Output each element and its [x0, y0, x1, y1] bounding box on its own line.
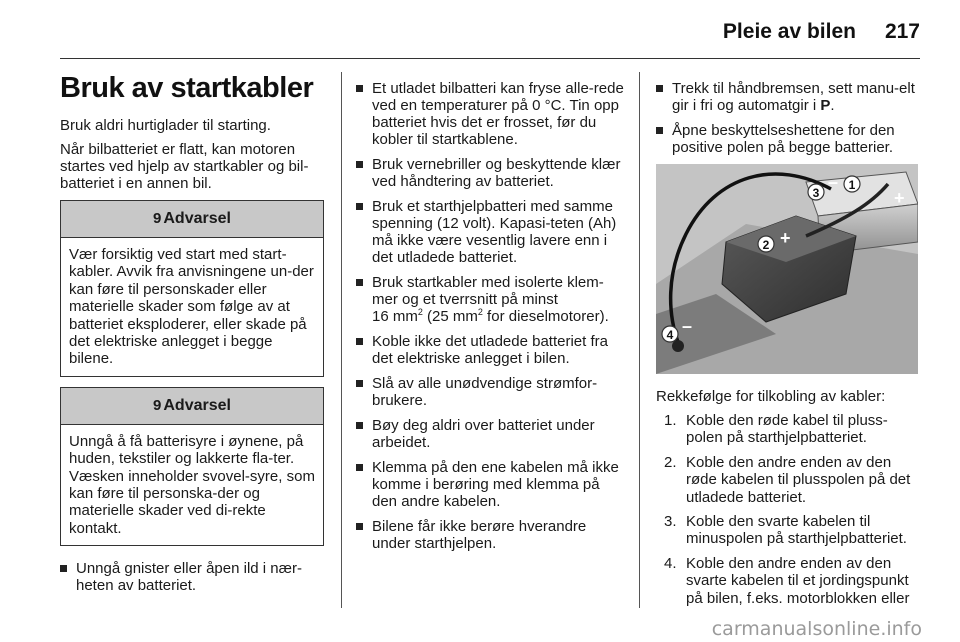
warning-text: Unngå å få batterisyre i øynene, på huden, tekstiler og lakkerte fla-ter. Væsken inneholder svovel-syre, som kan føre til personska-der og materielle skader ved di-rekte kontakt. [69, 432, 315, 537]
callout-label: 2 [762, 238, 770, 252]
list-item: Trekk til håndbremsen, sett manu-elt gir i fri og automatgir i P. [656, 80, 922, 114]
column-right [656, 80, 922, 614]
bullet-square-icon [356, 464, 363, 471]
list-item: 3. Koble den svarte kabelen til minuspolen på starthjelpbatteriet. [664, 513, 907, 548]
list-item: Koble ikke det utladede batteriet fra det elektriske anlegget i bilen. [356, 333, 624, 367]
list-item: Bilene får ikke berøre hverandre under starthjelpen. [356, 518, 624, 552]
list-item: Bruk vernebriller og beskyttende klær ved håndtering av batteriet. [356, 156, 624, 190]
bullet-square-icon [356, 380, 363, 387]
section-title: Bruk av startkabler [60, 72, 314, 104]
minus-sign: – [828, 172, 839, 192]
intro-paragraph: Når bilbatteriet er flatt, kan motoren startes ved hjelp av startkabler og bil-batteriet i en annen bil. [60, 141, 309, 192]
warning-box [60, 200, 324, 377]
callout-label: 3 [812, 186, 820, 200]
list-item: 4. Koble den andre enden av den svarte kabelen til et jordingspunkt på bilen, f.eks. motorblokken eller [664, 554, 910, 607]
warning-text: Vær forsiktig ved start med start-kabler. Avvik fra anvisningene un-der kan føre til personskader eller materielle skader som følge av at batteriet eksploderer, eller skade på det elektriske anlegget i begge bilene. [69, 246, 314, 368]
engine-bay-drawing [656, 164, 918, 374]
list-item: Bøy deg aldri over batteriet under arbeidet. [356, 417, 624, 451]
list-item: Et utladet bilbatteri kan fryse alle-rede ved en temperaturer på 0 °C. Tin opp batteriet hvis det er frosset, før du kobler til startkablene. [356, 80, 624, 148]
page-number: 217 [884, 20, 920, 43]
list-item: Bruk startkabler med isolerte klem-mer og et tverrsnitt på minst 16 $mm^2$ (25 $mm^2$ for dieselmotorer). [356, 274, 624, 325]
warning-box [60, 387, 324, 546]
page-header [60, 14, 920, 59]
bullet-square-icon [656, 85, 663, 92]
list-item: Unngå gnister eller åpen ild i nær-heten av batteriet. [60, 560, 324, 594]
column-middle [356, 80, 624, 560]
steps-list [656, 412, 922, 607]
plus-sign: + [780, 228, 791, 248]
list-item: Slå av alle unødvendige strømfor-brukere. [356, 375, 624, 409]
intro-paragraph: Bruk aldri hurtiglader til starting. [60, 117, 271, 134]
warning-header [61, 201, 323, 238]
bullet-square-icon [356, 422, 363, 429]
callout-label: 4 [666, 328, 674, 342]
bullet-list [356, 80, 624, 552]
bullet-square-icon [356, 523, 363, 530]
bullet-square-icon [356, 85, 363, 92]
jump-start-illustration [656, 164, 918, 374]
column-divider [639, 72, 640, 608]
bullet-square-icon [356, 338, 363, 345]
list-item: Åpne beskyttelseshettene for den positive polen på begge batterier. [656, 122, 922, 156]
bullet-list [60, 560, 324, 594]
callout-label: 1 [848, 178, 856, 192]
plus-sign: + [894, 188, 905, 208]
chapter-title: Pleie av bilen [722, 20, 856, 43]
watermark: carmanualsonline.info [711, 618, 922, 640]
bullet-square-icon [60, 565, 67, 572]
list-item: 1. Koble den røde kabel til pluss-polen på starthjelpbatteriet. [664, 412, 888, 447]
warning-icon: 9 [153, 210, 162, 227]
list-item: Klemma på den ene kabelen må ikke komme i berøring med klemma på den andre kabelen. [356, 459, 624, 510]
warning-title: Advarsel [163, 210, 231, 227]
warning-header [61, 388, 323, 425]
bullet-square-icon [356, 161, 363, 168]
list-item: Bruk et starthjelpbatteri med samme spenning (12 volt). Kapasi-teten (Ah) må ikke være vesentlig lavere enn i det utladede batteriet. [356, 198, 624, 266]
bullet-square-icon [356, 279, 363, 286]
warning-icon: 9 [153, 396, 162, 414]
list-item: 2. Koble den andre enden av den røde kabelen til plusspolen på det utladede batteriet. [664, 453, 911, 506]
minus-sign: – [682, 316, 693, 336]
bullet-list [656, 80, 922, 156]
warning-title: Advarsel [163, 396, 231, 414]
column-left [60, 72, 324, 602]
column-divider [341, 72, 342, 608]
cable-spec: 16 $mm^2$ (25 $mm^2$ for dieselmotorer). [372, 307, 609, 325]
bullet-square-icon [656, 127, 663, 134]
bullet-square-icon [356, 203, 363, 210]
steps-intro: Rekkefølge for tilkobling av kabler: [656, 388, 886, 405]
